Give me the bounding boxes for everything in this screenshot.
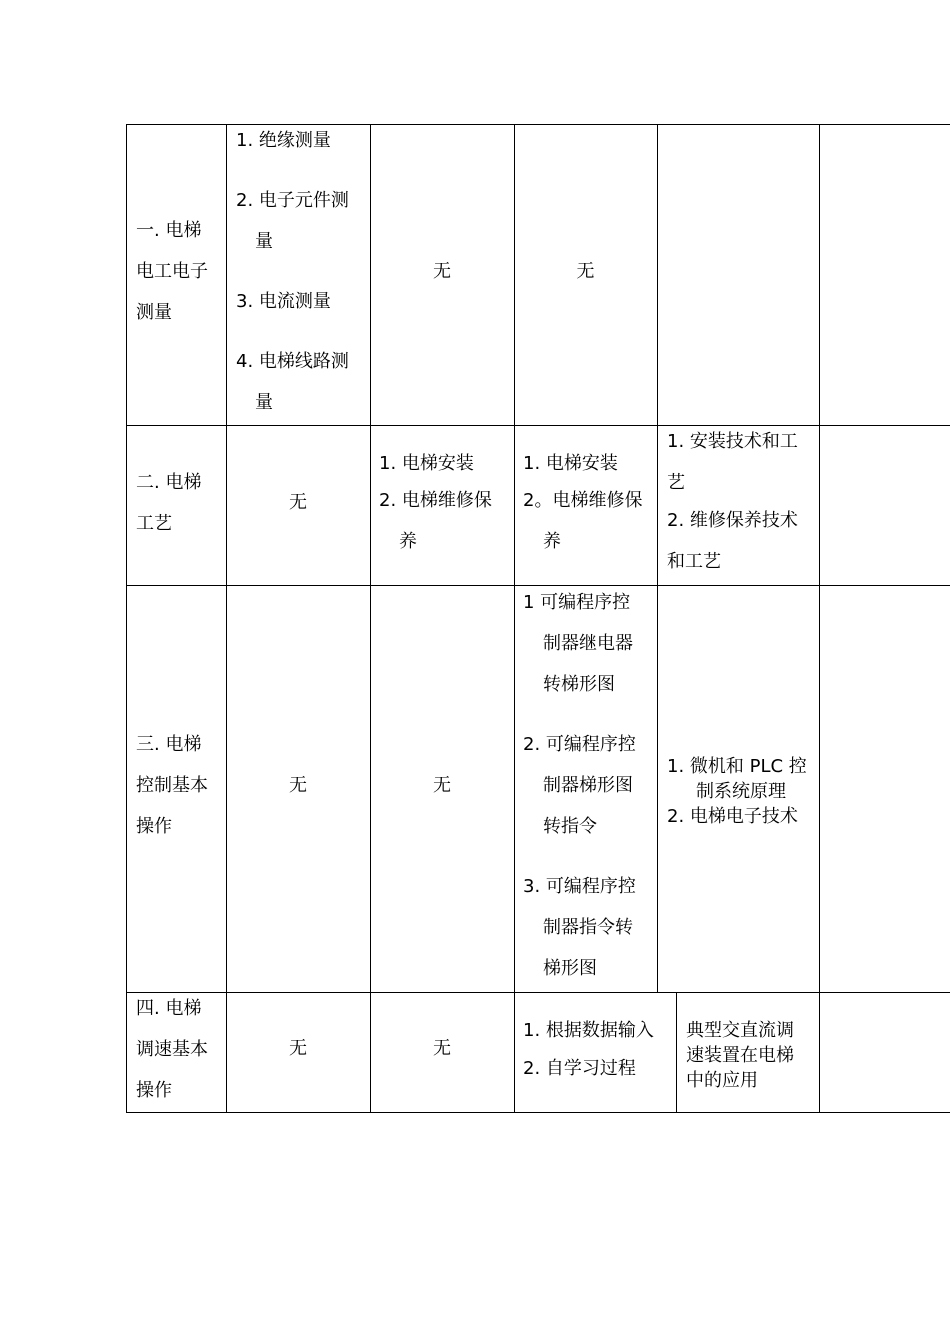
cell-line: 2. 可编程序控 (523, 734, 636, 755)
cell-line: 量 (255, 231, 273, 252)
cell-line: 一. 电梯 (136, 220, 202, 241)
row-divider (126, 425, 950, 426)
table-border-top (126, 124, 950, 125)
cell-line: 2。电梯维修保 (523, 490, 643, 511)
cell-line: 养 (543, 531, 561, 552)
cell-line: 操作 (136, 816, 172, 837)
row3-col3-value: 无 (433, 775, 451, 796)
cell-line: 养 (399, 531, 417, 552)
row4-col2-value: 无 (289, 1038, 307, 1059)
row4-col3-value: 无 (433, 1038, 451, 1059)
cell-line: 典型交直流调 (686, 1020, 794, 1041)
column-divider (676, 992, 677, 1113)
cell-line: 和工艺 (667, 551, 721, 572)
column-divider (226, 124, 227, 1113)
cell-line: 操作 (136, 1080, 172, 1101)
cell-line: 制器指令转 (543, 917, 633, 938)
column-divider (657, 124, 658, 993)
cell-line: 1. 安装技术和工 (667, 431, 798, 452)
row1-col3-value: 无 (433, 261, 451, 282)
cell-line: 1. 绝缘测量 (236, 130, 331, 151)
cell-line: 1. 根据数据输入 (523, 1020, 654, 1041)
row-divider (126, 585, 950, 586)
table-border-bottom (126, 1112, 950, 1113)
cell-line: 1. 电梯安装 (523, 453, 618, 474)
cell-line: 制系统原理 (696, 781, 786, 802)
cell-line: 3. 可编程序控 (523, 876, 636, 897)
cell-line: 测量 (136, 302, 172, 323)
cell-line: 2. 电梯电子技术 (667, 806, 798, 827)
cell-line: 控制基本 (136, 775, 208, 796)
cell-line: 3. 电流测量 (236, 291, 331, 312)
cell-line: 转梯形图 (543, 674, 615, 695)
column-divider (819, 124, 820, 1113)
cell-line: 工艺 (136, 513, 172, 534)
row3-col2-value: 无 (289, 775, 307, 796)
cell-line: 量 (255, 392, 273, 413)
table-border-left (126, 124, 127, 1113)
cell-line: 速装置在电梯 (686, 1045, 794, 1066)
row-divider (126, 992, 950, 993)
cell-line: 三. 电梯 (136, 734, 202, 755)
cell-line: 中的应用 (686, 1070, 758, 1091)
cell-line: 二. 电梯 (136, 472, 202, 493)
cell-line: 1. 电梯安装 (379, 453, 474, 474)
cell-line: 梯形图 (543, 958, 597, 979)
cell-line: 2. 维修保养技术 (667, 510, 798, 531)
row2-col2-value: 无 (289, 492, 307, 513)
cell-line: 4. 电梯线路测 (236, 351, 349, 372)
cell-line: 艺 (667, 472, 685, 493)
cell-line: 2. 自学习过程 (523, 1058, 636, 1079)
cell-line: 2. 电梯维修保 (379, 490, 492, 511)
cell-line: 调速基本 (136, 1039, 208, 1060)
cell-line: 1 可编程序控 (523, 592, 631, 613)
cell-line: 制器梯形图 (543, 775, 633, 796)
cell-line: 转指令 (543, 816, 597, 837)
cell-line: 四. 电梯 (136, 998, 202, 1019)
cell-line: 1. 微机和 PLC 控 (667, 756, 807, 777)
cell-line: 电工电子 (136, 261, 208, 282)
cell-line: 制器继电器 (543, 633, 633, 654)
cell-line: 2. 电子元件测 (236, 190, 349, 211)
row1-col4-value: 无 (576, 261, 595, 282)
